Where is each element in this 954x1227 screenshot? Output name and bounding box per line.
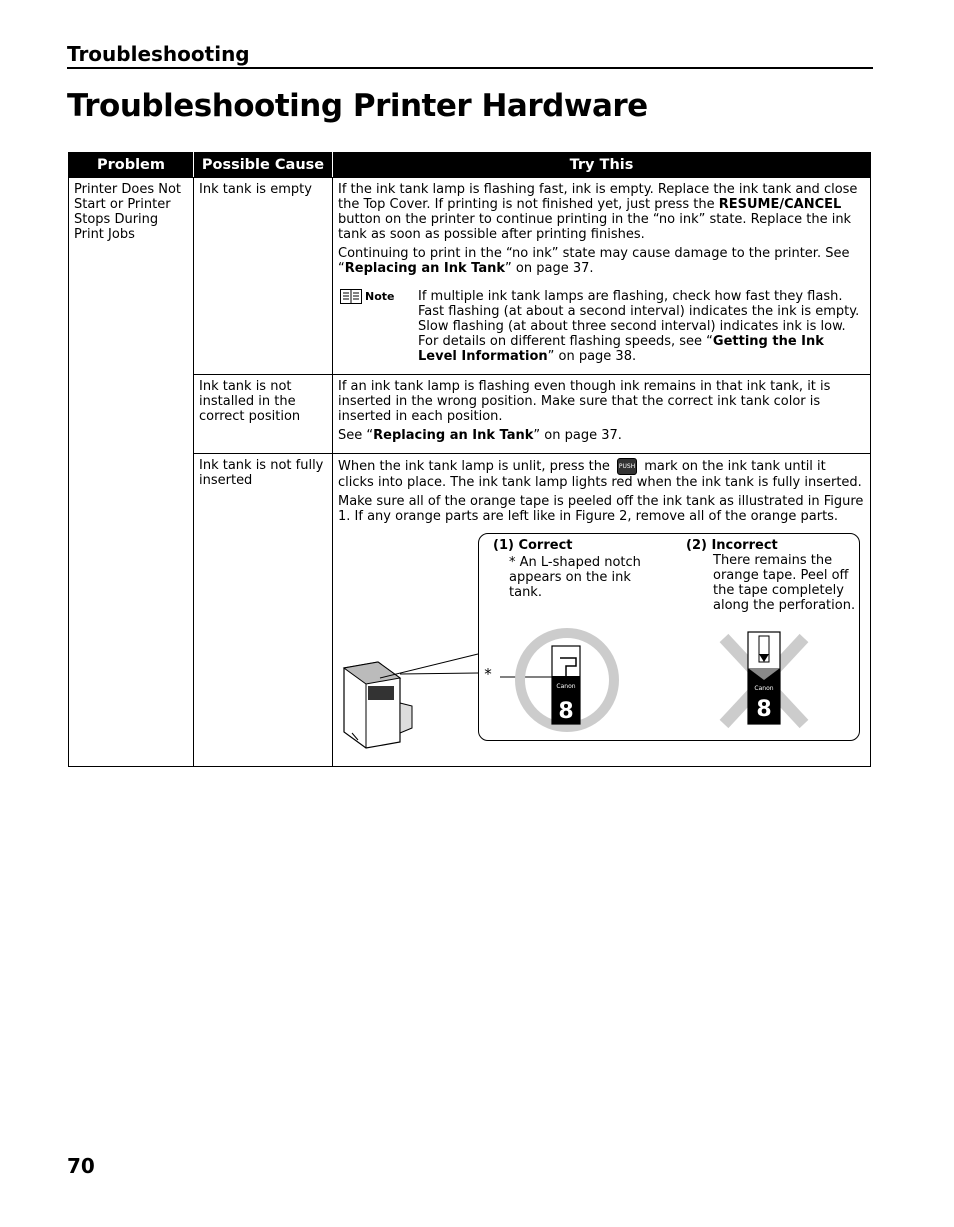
try-paragraph: When the ink tank lamp is unlit, press the PUSH mark on the ink tank until it clicks into place. The ink tank lamp lights red when the ink tank is fully inserted. <box>338 459 862 490</box>
page-number: 70 <box>67 1154 95 1178</box>
cause-text: Ink tank is not fully inserted <box>199 458 324 488</box>
link-replacing-ink-tank[interactable]: Replacing an Ink Tank <box>344 261 506 276</box>
svg-text:8: 8 <box>558 699 574 724</box>
note-badge <box>340 289 394 304</box>
svg-text:8: 8 <box>756 697 772 722</box>
resume-cancel-button-label: RESUME/CANCEL <box>718 197 842 212</box>
try-cell <box>333 454 871 767</box>
correct-note: * An L-shaped notch appears on the ink tank. <box>509 555 641 600</box>
try-cell <box>333 375 871 454</box>
note-text: If multiple ink tank lamps are flashing, check how fast they flash. Fast flashing (at about a second interval) indicates the ink is empty. Slow flashing (at about three second interval) indicates ink is low. For details on different flashing speeds, see “Getting the Ink Level Information” on page 38. <box>418 289 860 364</box>
push-icon: PUSH <box>617 458 637 475</box>
try-paragraph: Make sure all of the orange tape is peeled off the ink tank as illustrated in Figure 1. If any orange parts are left like in Figure 2, remove all of the orange parts. <box>338 494 864 524</box>
figure-callout <box>478 533 860 741</box>
ink-tank-overview-icon <box>344 662 412 748</box>
try-paragraph: See “Replacing an Ink Tank” on page 37. <box>338 428 622 443</box>
asterisk-label: * <box>484 665 492 683</box>
header-rule <box>67 67 873 69</box>
page-title: Troubleshooting Printer Hardware <box>67 88 648 124</box>
column-header-problem: Problem <box>69 153 194 178</box>
problem-text: Printer Does Not Start or Printer Stops During Print Jobs <box>74 182 182 242</box>
table-row <box>69 178 871 375</box>
link-replacing-ink-tank[interactable]: Replacing an Ink Tank <box>373 428 534 443</box>
incorrect-note: There remains the orange tape. Peel off the tape completely along the perforation. <box>713 553 856 613</box>
svg-text:Canon: Canon <box>556 683 576 690</box>
note-label: Note <box>365 290 395 303</box>
link-getting-ink-level[interactable]: Getting the Ink Level Information <box>418 334 824 364</box>
cause-cell <box>194 454 333 767</box>
section-header: Troubleshooting <box>67 42 250 66</box>
incorrect-label: (2) Incorrect <box>686 538 778 553</box>
ink-tank-figure <box>338 528 865 766</box>
cause-cell <box>194 375 333 454</box>
column-header-try-this: Try This <box>333 153 871 178</box>
troubleshooting-table <box>68 152 871 767</box>
note-block <box>338 289 865 364</box>
column-header-cause: Possible Cause <box>194 153 333 178</box>
try-paragraph: If the ink tank lamp is flashing fast, ink is empty. Replace the ink tank and close the Top Cover. If printing is not finished yet, just press the RESUME/CANCEL button on the printer to continue printing in the “no ink” state. Replace the ink tank as soon as possible after printing finishes. <box>338 182 858 242</box>
try-paragraph: Continuing to print in the “no ink” state may cause damage to the printer. See “Replacing an Ink Tank” on page 37. <box>338 246 850 276</box>
table-header-row <box>69 153 871 178</box>
cause-text: Ink tank is empty <box>199 182 312 197</box>
try-paragraph: If an ink tank lamp is flashing even though ink remains in that ink tank, it is inserted in the wrong position. Make sure that the correct ink tank color is inserted in each position. <box>338 379 831 424</box>
cause-cell <box>194 178 333 375</box>
book-icon <box>340 289 362 304</box>
cause-text: Ink tank is not installed in the correct position <box>199 379 301 424</box>
problem-cell <box>69 178 194 767</box>
svg-text:Canon: Canon <box>754 685 774 692</box>
try-cell <box>333 178 871 375</box>
correct-label: (1) Correct <box>493 538 573 553</box>
